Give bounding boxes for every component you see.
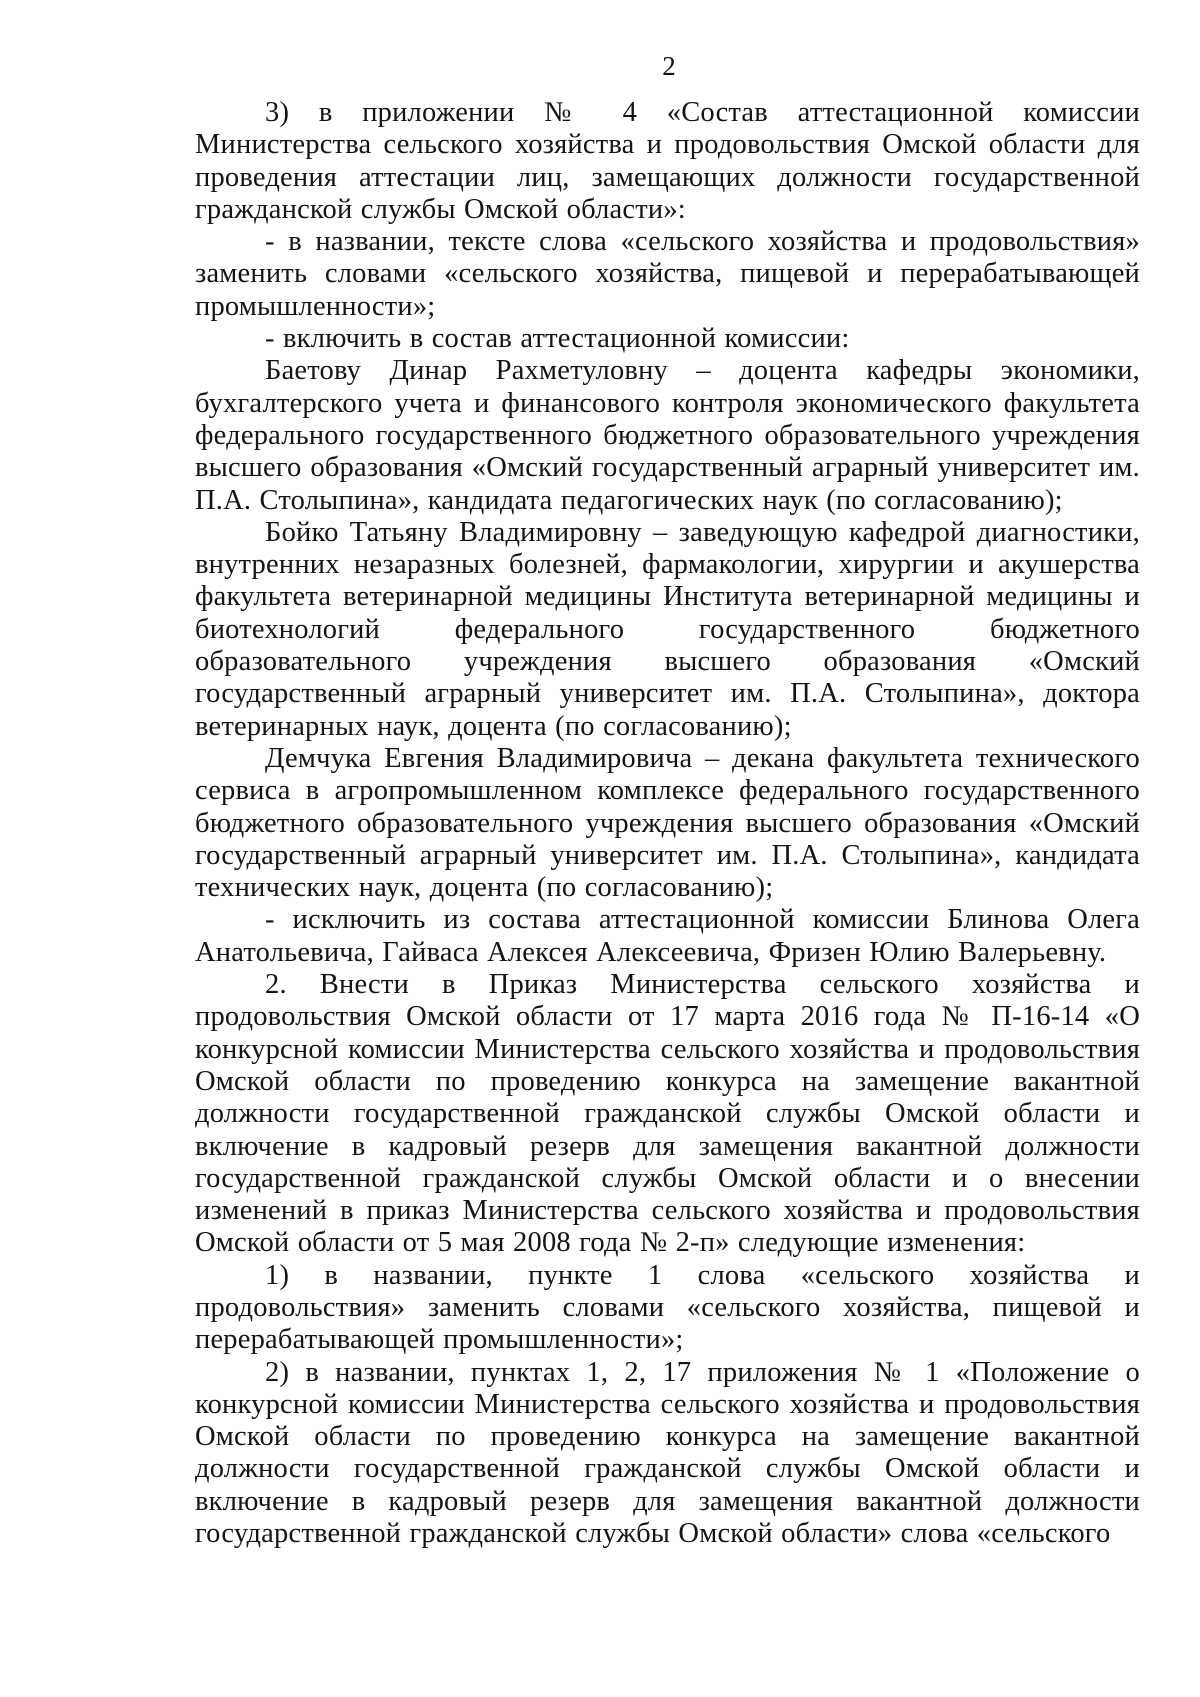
paragraph-replace-words: - в названии, тексте слова «сельского хозяйства и продовольствия» заменить словами «сельского хозяйства, пищевой и перерабатывающей промышленности»;: [195, 226, 1140, 322]
paragraph-member-demchuk: Демчука Евгения Владимировича – декана факультета технического сервиса в агропромышленном комплексе федерального государственного бюджетного образовательного учреждения высшего образования «Омский государственный аграрный университет им. П.А. Столыпина», кандидата технических наук, доцента (по согласованию);: [195, 742, 1140, 904]
paragraph-appendix-4-amendment: 3) в приложении № 4 «Состав аттестационной комиссии Министерства сельского хозяйства и продовольствия Омской области для проведения аттестации лиц, замещающих должности государственной гражданской службы Омской области»:: [195, 97, 1140, 225]
paragraph-item-2-order: 2. Внести в Приказ Министерства сельского хозяйства и продовольствия Омской области от 17 марта 2016 года № П-16-14 «О конкурсной комиссии Министерства сельского хозяйства и продовольствия Омской области по проведению конкурса на замещение вакантной должности государственной гражданской службы Омской области и включение в кадровый резерв для замещения вакантной должности государственной гражданской службы Омской области и о внесении изменений в приказ Министерства сельского хозяйства и продовольствия Омской области от 5 мая 2008 года № 2-п» следующие изменения:: [195, 969, 1140, 1259]
paragraph-member-baetova: Баетову Динар Рахметуловну – доцента кафедры экономики, бухгалтерского учета и финансового контроля экономического факультета федерального государственного бюджетного образовательного учреждения высшего образования «Омский государственный аграрный университет им. П.А. Столыпина», кандидата педагогических наук (по согласованию);: [195, 355, 1140, 516]
paragraph-subitem-2: 2) в названии, пунктах 1, 2, 17 приложения № 1 «Положение о конкурсной комиссии Министерства сельского хозяйства и продовольствия Омской области по проведению конкурса на замещение вакантной должности государственной гражданской службы Омской области и включение в кадровый резерв для замещения вакантной должности государственной гражданской службы Омской области» слова «сельского: [195, 1356, 1140, 1550]
paragraph-subitem-1: 1) в названии, пункте 1 слова «сельского хозяйства и продовольствия» заменить словами «сельского хозяйства, пищевой и перерабатывающей промышленности»;: [195, 1259, 1140, 1356]
paragraph-include-members: - включить в состав аттестационной комиссии:: [265, 323, 850, 355]
paragraph-member-boyko: Бойко Татьяну Владимировну – заведующую кафедрой диагностики, внутренних незаразных болезней, фармакологии, хирургии и акушерства факультета ветеринарной медицины Института ветеринарной медицины и биотехнологий федерального государственного бюджетного образовательного учреждения высшего образования «Омский государственный аграрный университет им. П.А. Столыпина», доктора ветеринарных наук, доцента (по согласованию);: [195, 516, 1140, 742]
page-number: 2: [662, 51, 676, 81]
paragraph-exclude-members: - исключить из состава аттестационной комиссии Блинова Олега Анатольевича, Гайваса Алексея Алексеевича, Фризен Юлию Валерьевну.: [195, 904, 1140, 968]
document-body: [195, 97, 1140, 1550]
